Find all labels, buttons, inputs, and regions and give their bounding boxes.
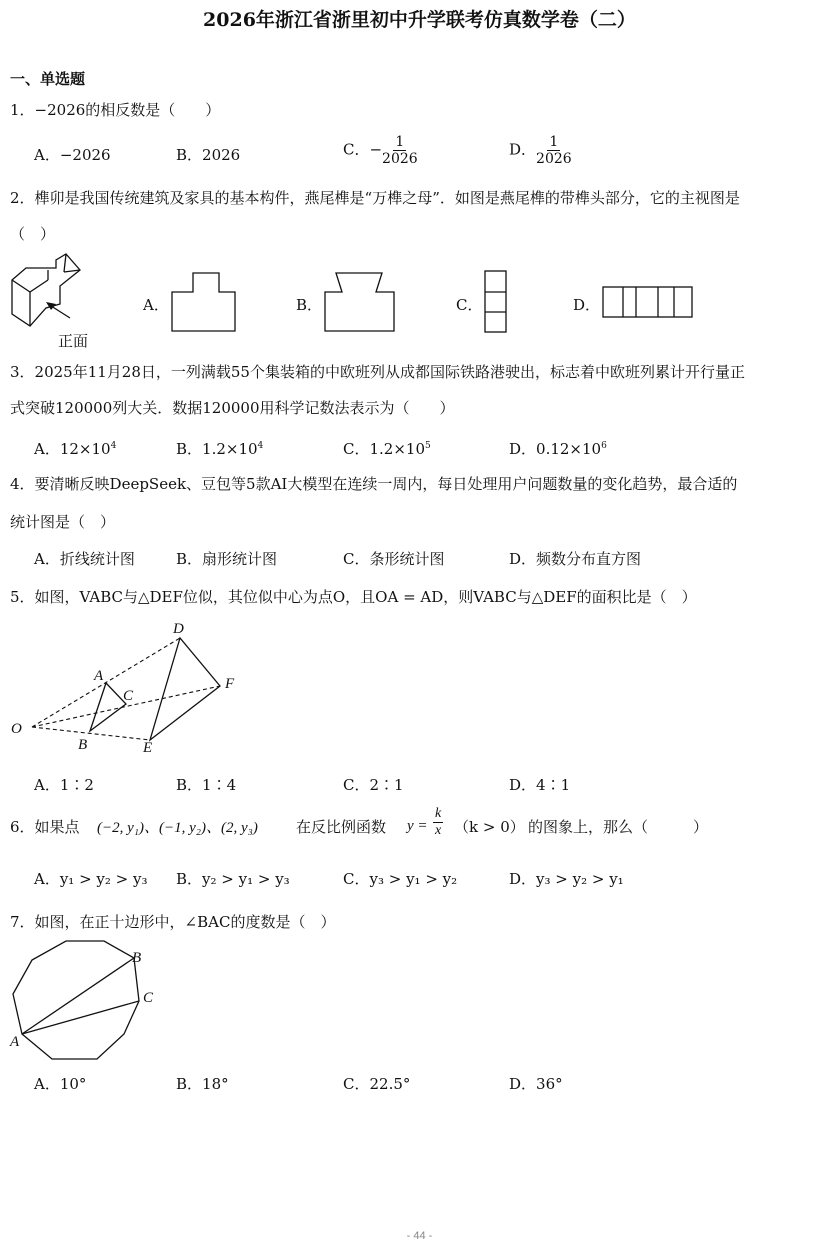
q4-option-b[interactable]: B．扇形统计图 xyxy=(176,550,278,568)
label-B: B xyxy=(132,950,142,966)
label-A: A xyxy=(94,668,104,684)
q5-option-a[interactable]: A．1∶2 xyxy=(34,776,94,794)
question-4-stem: 4．要清晰反映DeepSeek、豆包等5款AI大模型在连续一周内，每日处理用户问题数量的变化趋势，最合适的 xyxy=(10,475,738,493)
question-2-stem: 2．榫卯是我国传统建筑及家具的基本构件，燕尾榫是“万榫之母”．如图是燕尾榫的带榫头部分，它的主视图是 xyxy=(10,189,740,207)
q3-option-d[interactable] xyxy=(509,438,607,459)
label-B: B xyxy=(78,737,88,753)
label-D: D xyxy=(173,621,184,637)
q1-d-fraction xyxy=(536,134,572,167)
q1-c-prefix: C．− xyxy=(343,140,383,159)
exponent: 4 xyxy=(257,441,264,451)
q4-option-d[interactable]: D．频数分布直方图 xyxy=(509,550,642,568)
question-6-stem-post: 的图象上，那么（ ） xyxy=(528,818,709,836)
label-C: C xyxy=(143,990,154,1006)
numerator: 1 xyxy=(549,134,559,150)
q1-option-a[interactable]: A．−2026 xyxy=(34,146,111,164)
label-A: A xyxy=(10,1034,20,1050)
q4-option-c[interactable]: C．条形统计图 xyxy=(343,550,445,568)
q6-option-c[interactable]: C．y₃ > y₁ > y₂ xyxy=(343,870,458,888)
question-3-stem: 3．2025年11月28日，一列满载55个集装箱的中欧班列从成都国际铁路港驶出，标志着中欧班列累计开行量正 xyxy=(10,363,745,381)
q1-option-b[interactable]: B．2026 xyxy=(176,146,241,164)
base: A．12×10 xyxy=(34,440,111,458)
question-5-stem: 5．如图，VABC与△DEF位似，其位似中心为点O，且OA = AD，则VABC与△DEF的面积比是（ ） xyxy=(10,588,697,606)
q2-shape-c xyxy=(484,270,508,334)
q2-shape-b xyxy=(324,272,396,333)
question-4-stem-2: 统计图是（ ） xyxy=(10,513,116,531)
denominator: 2026 xyxy=(536,151,572,167)
q1-option-c[interactable] xyxy=(343,134,418,167)
question-6-stem-pre: 6．如果点 xyxy=(10,818,80,836)
q1-option-d[interactable] xyxy=(509,134,572,167)
dovetail-joint-figure xyxy=(8,252,103,347)
numerator: 1 xyxy=(395,134,405,150)
q2-option-b[interactable]: B． xyxy=(296,296,323,314)
q5-option-b[interactable]: B．1∶4 xyxy=(176,776,237,794)
decagon-figure xyxy=(8,938,168,1066)
label-C: C xyxy=(123,688,134,704)
question-2-stem-2: （ ） xyxy=(10,225,56,243)
question-6-stem-mid: 在反比例函数 xyxy=(296,818,387,836)
q1-c-fraction xyxy=(382,134,418,167)
question-3-stem-2: 式突破120000列大关．数据120000用科学记数法表示为（ ） xyxy=(10,399,455,417)
section-heading: 一、单选题 xyxy=(10,70,86,88)
q7-option-c[interactable]: C．22.5° xyxy=(343,1075,411,1093)
q6-option-b[interactable]: B．y₂ > y₁ > y₃ xyxy=(176,870,290,888)
label-O: O xyxy=(11,721,22,737)
exponent: 5 xyxy=(425,441,431,451)
q3-option-b[interactable] xyxy=(176,438,263,459)
exponent: 6 xyxy=(601,441,607,451)
q7-option-b[interactable]: B．18° xyxy=(176,1075,229,1093)
homothety-figure xyxy=(8,618,248,758)
q1-d-prefix: D． xyxy=(509,140,537,159)
q2-option-c[interactable]: C． xyxy=(456,296,483,314)
question-6-points: (−2, y₁)、(−1, y₂)、(2, y₃) xyxy=(97,820,258,836)
q4-option-a[interactable]: A．折线统计图 xyxy=(34,550,135,568)
q3-option-a[interactable] xyxy=(34,438,116,459)
q6-func-lhs: y = xyxy=(407,818,428,834)
base: D．0.12×10 xyxy=(509,440,602,458)
denominator: x xyxy=(435,823,442,838)
front-label: 正面 xyxy=(58,332,89,350)
exponent: 4 xyxy=(110,441,117,451)
base: B．1.2×10 xyxy=(176,440,258,458)
q6-option-a[interactable]: A．y₁ > y₂ > y₃ xyxy=(34,870,148,888)
q5-option-d[interactable]: D．4∶1 xyxy=(509,776,571,794)
label-F: F xyxy=(225,676,235,692)
q5-option-c[interactable]: C．2∶1 xyxy=(343,776,404,794)
q7-option-a[interactable]: A．10° xyxy=(34,1075,87,1093)
q2-option-a[interactable]: A． xyxy=(143,296,169,314)
q2-shape-a xyxy=(171,272,237,333)
base: C．1.2×10 xyxy=(343,440,425,458)
denominator: 2026 xyxy=(382,151,418,167)
q6-func-fraction xyxy=(433,806,443,839)
q6-condition: （k > 0） xyxy=(454,818,525,836)
q3-option-c[interactable] xyxy=(343,438,431,459)
q2-shape-d xyxy=(602,286,694,319)
label-E: E xyxy=(143,740,153,756)
q6-option-d[interactable]: D．y₃ > y₂ > y₁ xyxy=(509,870,624,888)
page-title: 2026年浙江省浙里初中升学联考仿真数学卷（二） xyxy=(203,9,636,31)
page-number: - 44 - xyxy=(406,1230,433,1242)
q2-option-d[interactable]: D． xyxy=(573,296,601,314)
numerator: k xyxy=(435,806,442,821)
q7-option-d[interactable]: D．36° xyxy=(509,1075,563,1093)
question-1-stem: 1．−2026的相反数是（ ） xyxy=(10,101,221,119)
question-7-stem: 7．如图，在正十边形中，∠BAC的度数是（ ） xyxy=(10,913,336,931)
